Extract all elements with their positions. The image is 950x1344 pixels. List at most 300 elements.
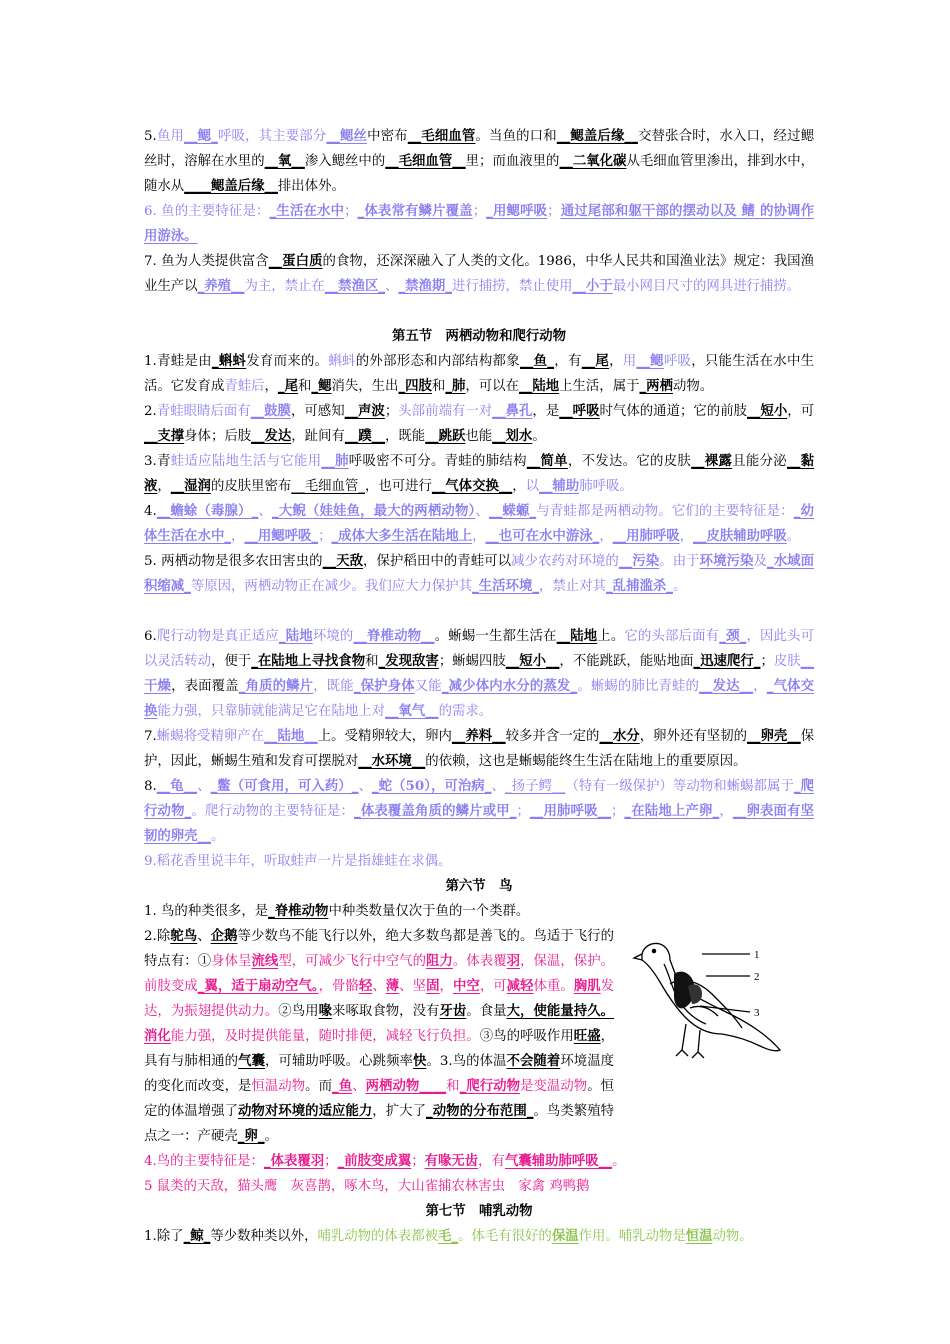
text-run: ； [516,804,530,819]
text-run: ，有 [478,1154,505,1169]
text-run: 爬行动物是真正适应 [156,629,279,644]
text-run: ，可以在 [465,379,519,394]
amphibian-protection-paragraph [144,549,814,599]
text-run: 呼吸 [663,354,692,369]
text-run: ③鸟的呼吸作用 [479,1029,574,1044]
amphibian-features-paragraph [144,499,814,549]
text-run: __氧气__ [385,703,439,719]
text-run: __裸露 [691,453,733,469]
text-run: __陆地 [518,378,560,394]
text-run: __毛细血管_ [291,479,365,494]
text-run: 等少数鸟不能飞行以外，绝大多数鸟都是善飞的。鸟适于飞行的特点有：① [144,929,615,969]
mammal-fur-paragraph [144,1224,814,1249]
text-run: __发达__ [699,678,754,694]
text-run: 固 [426,978,440,994]
text-run: 来啄取食物，没有 [332,1004,440,1019]
lizard-egg-paragraph [144,724,814,774]
text-run: 4.鸟的主要特征是： [144,1154,264,1169]
bird-diagram [630,924,826,1074]
text-run: ，可 [479,979,507,994]
text-run: （特有一级保护）等动物和蜥蜴都属于 [565,779,794,794]
text-run: 和 [431,379,446,394]
text-run: 1.除了 [144,1229,184,1244]
text-run: 6. 鱼的主要特征是： [144,204,270,219]
text-run: _迅速爬行_ [693,653,761,669]
text-run: __水环境__ [358,753,426,769]
text-run: 及 [753,554,767,569]
text-run: 的依赖，这也是蜥蜴能终生生活在陆地上的重要原因。 [425,754,747,769]
text-run: 喙 [318,1003,333,1019]
text-run: ，趾间有 [291,429,345,444]
text-run: __蹼__ [344,428,386,444]
bird-leg [676,1024,688,1056]
text-run: 。3.鸟的体温 [426,1054,507,1069]
text-run: 。 [786,529,801,544]
text-run: ，不发达。它的皮肤 [567,454,692,469]
text-run: 。 [612,1154,626,1169]
text-run: 环境污染 [699,553,754,569]
text-run: 。 [672,579,687,594]
text-run: _两栖 [639,378,673,394]
text-run: 9.稻花香里说丰年，听取蛙声一片是指雄蛙在求偶。 [144,854,452,869]
text-run: __陆地 [556,628,598,644]
text-run: 它的头部后面有 [624,629,720,644]
text-run: 里；而血液里的 [465,154,560,169]
text-run: 较多并含一定的 [505,729,600,744]
text-run: _体表常有鳞片覆盖 [357,203,473,219]
text-run: ，既能 [385,429,426,444]
text-run: 哺乳动物的体表都被 [317,1229,438,1244]
text-run: __辅助 [539,478,580,494]
text-run: _养殖__ [197,278,245,294]
text-run: 通过尾部和躯干部的摆动以及 鳍 的协调作用游泳。 [144,203,814,244]
text-run: ； [384,404,399,419]
text-run: 。蜥蜴一生都生活在 [434,629,557,644]
frog-poem-paragraph [144,849,814,874]
text-run: 不会随着 [506,1053,561,1069]
text-run: ，骨骼 [318,979,359,994]
text-run: 、 [352,1079,366,1094]
text-run: 也能 [465,429,493,444]
text-run: 身体呈 [211,954,252,969]
text-run: ，保护稻田中的青蛙可以 [363,554,512,569]
text-run: 。食量 [466,1004,507,1019]
text-run: __养料__ [451,728,506,744]
text-run: 蜥蜴将受精卵产在 [156,729,265,744]
document-page [144,124,814,1249]
text-run: 6. [144,629,157,644]
text-run: 与青蛙都是两栖动物。它们的主要特征是： [536,504,794,519]
text-run: ， [719,804,733,819]
text-run: __氧__ [264,153,305,169]
text-run: _幼体生活在水中_ [144,503,815,544]
text-run: _尾 [277,378,298,394]
text-run: 。鸟类繁殖特点之一：产硬壳 [144,1104,615,1144]
text-run: 又能 [414,679,442,694]
text-run: 动物。 [712,1229,753,1244]
text-run: 毛_ [437,1228,459,1244]
text-run: _生活环境_ [472,578,540,594]
text-run: 。体表覆 [452,954,507,969]
text-run: __龟__ [156,778,198,794]
text-run: 羽 [506,953,521,969]
text-run: 2.除 [144,929,171,944]
text-run: ； [411,1154,425,1169]
text-run: 。 [210,829,225,844]
text-run: 5. [144,129,157,144]
text-run: 作用。哺乳动物是 [578,1229,686,1244]
text-run: 旺盛 [573,1028,601,1044]
bird-flight-paragraph [144,924,614,1149]
text-run: __鳃_ [184,128,218,144]
text-run: 5. 两栖动物是很多农田害虫的 [144,554,323,569]
text-run: 薄 [385,978,400,994]
frog-structure-paragraph [144,399,814,449]
text-run: ，只能生活在水中生活。它发育成 [144,354,815,394]
text-run: ，既能 [313,679,354,694]
text-run: ； [611,804,625,819]
text-run: 进行捕捞，禁止使用 [452,279,573,294]
text-run: 。爬行动物的主要特征是： [191,804,354,819]
text-run: ； [760,654,774,669]
text-run: 环境的 [312,629,354,644]
text-run: 的外部形态和内部结构都象 [355,354,520,369]
text-run: ，可辅助呼吸。心跳频率 [265,1054,413,1069]
text-run: 身体；后肢 [184,429,252,444]
text-run: ，不能跳跃，能贴地面 [559,654,694,669]
text-run: 消失，生出 [331,379,399,394]
text-run: __用肺呼吸 [612,528,680,544]
frog-development-paragraph [144,349,814,399]
text-run: ； [472,204,487,219]
text-run: 用 [622,354,637,369]
text-run: 动物。 [672,379,714,394]
text-run: 呼吸，其主要部分 [217,129,327,144]
text-run: _扬子鳄__ [504,779,566,794]
text-run: 1. 鸟的种类很多，是 [144,904,269,919]
text-run: __湿润 [170,478,211,494]
text-run: 企鹅 [210,928,238,944]
text-run: ②鸟用 [278,1004,319,1019]
text-run: __鳃盖后缘__ [556,128,638,144]
text-run: __鱼_ [519,353,555,369]
text-run: __黏液 [144,453,815,494]
text-run: 减少农药对环境的 [511,554,619,569]
fish-respiration-paragraph [144,124,814,199]
text-run: 上。受精卵较大，卵内 [317,729,452,744]
text-run: ， [439,979,453,994]
text-run: 的皮肤里密布 [210,479,292,494]
text-run: 阻力 [426,953,453,969]
text-run: ；蜥蜴四肢 [438,654,506,669]
text-run: 中种类数量仅次于鱼的一个类群。 [328,904,530,919]
text-run: 恒温 [685,1228,713,1244]
text-run: 等原因，两栖动物正在减少。我们应大力保护其 [190,579,473,594]
text-run: __发达 [251,428,292,444]
text-run: ； [324,1154,338,1169]
text-run: 以 [525,479,540,494]
text-run: 型，可减少飞行中空气的 [278,954,427,969]
text-run: ，有 [554,354,582,369]
text-run: _前肢变成翼 [337,1153,412,1169]
bird-flight-block [144,924,814,1149]
text-run: _陆地 [278,628,313,644]
text-run: 、坚 [399,979,427,994]
text-run: 恒温动物 [251,1079,306,1094]
text-run: __蝾螈_ [488,503,537,519]
text-run: 3.青 [144,454,171,469]
text-run: 渗入鳃丝中的 [304,154,386,169]
text-run: __短小__ [505,653,560,669]
text-run: 气囊 [238,1053,266,1069]
text-run: _成体大多生活在陆地上 [331,528,473,544]
text-run: __鳃丝 [326,128,368,144]
text-run: 4. [144,504,157,519]
bird-label-3: 3 [754,1007,760,1019]
text-run: 的食物，还深深融入了人类的文化。1986，中华人民共和国渔业法》规定：我国渔业生产以 [144,254,814,294]
text-run: 呼吸密不可分。青蛙的肺结构 [348,454,527,469]
text-run: _蝌蚪 [211,353,247,369]
text-run: __呼吸 [559,403,600,419]
section-6-title: 第六节 鸟 [445,878,513,894]
text-run: 、 [358,779,372,794]
text-run: __鼓膜 [250,403,291,419]
text-run: __用肺呼吸__ [529,803,612,819]
reptile-lizard-paragraph [144,624,814,724]
text-run: 减轻 [506,978,534,994]
section-7-title: 第七节 哺乳动物 [425,1203,533,1219]
text-run: ，便于 [211,654,252,669]
bird-eye [652,949,655,952]
text-run: _角质的鳞片 [238,678,314,694]
text-run: 为主，禁止在 [244,279,325,294]
bird-diagram-svg [630,924,826,1074]
text-run: 最小网目尺寸的网具进行捕捞。 [612,279,801,294]
bird-species-paragraph [144,899,814,924]
text-run: 。 [532,429,546,444]
text-run: __肺 [321,453,349,469]
text-run: _四肢 [398,378,432,394]
text-run: 上生活，属于 [559,379,640,394]
fish-features-paragraph [144,199,814,249]
text-run: ， [512,479,526,494]
text-run: 保护，因此，蜥蜴生殖和发育可摆脱对 [144,729,815,769]
text-run: 、 [385,279,399,294]
text-run: 上。 [597,629,625,644]
text-run: ， [753,679,767,694]
text-run: _生活在水中 [269,203,345,219]
text-run: _发现敌害 [378,653,439,669]
text-run: ，表面覆盖 [171,679,239,694]
text-run: ， [264,379,278,394]
text-run: 的需求。 [438,704,493,719]
text-run: 、 [197,779,211,794]
text-run: ， [599,529,613,544]
section-5-title: 第五节 两栖动物和爬行动物 [391,328,567,344]
text-run: 青蛙眼睛后面有 [156,404,251,419]
bird-predators-paragraph [144,1174,814,1199]
text-run: _体表覆羽 [263,1153,325,1169]
text-run: _在陆地上产卵_ [624,803,720,819]
text-run: __卵表面有坚韧的卵壳__ [144,803,815,844]
text-run: 气囊辅助肺呼吸__ [504,1153,613,1169]
text-run: 能力强，只靠肺就能满足它在陆地上对 [157,704,386,719]
fishery-law-paragraph [144,249,814,299]
text-run: _动物的分布范围_ [426,1103,534,1119]
text-run: 。由于 [659,554,700,569]
text-run: 8. [144,779,157,794]
text-run: 胸肌 [573,978,601,994]
text-run: _禁渔期_ [398,278,452,294]
text-run: __卵壳__ [747,728,801,744]
text-run: __脊椎动物__ [353,628,435,644]
text-run: 和 [298,379,312,394]
text-run: ， [231,529,245,544]
text-run: 青蛙后 [224,379,265,394]
text-run: ，禁止对其 [539,579,606,594]
text-run: __鼻孔 [492,403,533,419]
reptile-features-paragraph [144,774,814,849]
text-run: 和 [365,654,379,669]
text-run: ， [157,479,171,494]
text-run: ，也可进行 [364,479,432,494]
text-run: 。当鱼的口和 [475,129,557,144]
text-run: __气体交换__ [431,478,513,494]
text-run: 头部前端有一对 [398,404,493,419]
text-run: __尾 [581,353,610,369]
text-run: ； [344,204,358,219]
frog-lung-skin-paragraph [144,449,814,499]
text-run: 消化 [144,1028,171,1044]
text-run: _体表覆盖角质的鳞片或甲_ [354,803,517,819]
text-run: _保护身体 [353,678,415,694]
bird-beak [634,954,642,960]
text-run: ，因此头可以灵活转动 [144,629,815,669]
text-run: _鳃 [311,378,332,394]
text-run: 动物对环境的适应能力 [238,1103,373,1119]
text-run: 、 [372,979,386,994]
text-run: 排出体外。 [277,179,345,194]
text-run: ，可感知 [290,404,345,419]
text-run: 7. 鱼为人类提供富含 [144,254,269,269]
text-run: _爬行动物 [459,1078,521,1094]
text-run: 皮肤 [773,654,801,669]
text-run: _气体交换 [144,678,815,719]
text-run: 。而 [305,1079,333,1094]
text-run: __陆地__ [264,728,318,744]
text-run: 是变温动物 [520,1079,588,1094]
text-run: _大鲵（娃娃鱼，最大的两栖动物） [272,503,476,519]
text-run: __毛细血管__ [385,153,466,169]
text-run: _鱼 [332,1078,353,1094]
text-run: 鸵鸟 [170,928,198,944]
text-run: 7. [144,729,157,744]
text-run: 且能分泌 [732,454,787,469]
text-run: ， [609,354,623,369]
text-run: __禁渔区_ [324,278,386,294]
text-run: 蛙适应陆地生活与它能用 [170,454,322,469]
text-run: __水分 [599,728,640,744]
text-run: _脊椎动物 [268,903,329,919]
text-run: __二氧化碳 [559,153,627,169]
text-run: 中空 [452,978,480,994]
text-run: 牙齿 [439,1003,467,1019]
text-run: __也可在水中游泳_ [485,528,600,544]
text-run: __天敌 [322,553,364,569]
text-run: 、 [475,504,489,519]
text-run: 有喙无齿 [424,1153,479,1169]
text-run: _翼，适于扇动空气。 [197,978,319,994]
text-run: 时气体的通道；它的前肢 [599,404,748,419]
text-run: 中密布 [367,129,408,144]
text-run: 环境温度的变化而改变，是 [144,1054,615,1094]
text-run: _鲸_ [183,1228,211,1244]
text-run: _颈_ [719,628,747,644]
text-run: __干燥 [144,653,815,694]
text-run: __支撑 [144,428,185,444]
bird-label-1: 1 [754,949,760,961]
text-run: ，保温，保护。前肢变成 [144,954,615,994]
text-run: _乱捕滥杀_ [605,578,673,594]
text-run: _用鳃呼吸 [486,203,548,219]
text-run: __污染 [618,553,660,569]
text-run: __跳跃 [425,428,466,444]
text-run: 快 [412,1053,427,1069]
text-run: ____鳃盖后缘__ [184,178,278,194]
text-run: 两栖动物____ [365,1078,447,1094]
text-run: ，具有与肺相通的 [144,1029,615,1069]
text-run: __毛细血管 [407,128,476,144]
text-run: __皮肤辅助呼吸 [693,528,787,544]
text-run: ，扩大了 [372,1104,427,1119]
text-run: 从毛细血管里渗出，排到水中，随水从 [144,154,815,194]
text-run: 。体毛有很好的 [458,1229,552,1244]
text-run: _水域面积缩减_ [144,553,815,594]
text-run: __蟾蜍（毒腺）_ [156,503,259,519]
text-run: 、 [197,929,211,944]
bird-label-2: 2 [754,971,760,983]
text-run: 和 [446,1079,460,1094]
text-run: ，卵外还有坚韧的 [639,729,748,744]
text-run: 肺呼吸。 [579,479,633,494]
text-run: 保温 [551,1228,579,1244]
text-run: 能力强，及时提供能量，随时排便，减轻飞行负担。 [170,1029,480,1044]
text-run: ； [318,529,332,544]
text-run: 等少数种类以外， [210,1229,318,1244]
text-run: 大，使能量持久。 [506,1003,615,1019]
text-run: ，是 [532,404,560,419]
text-run: 体重。 [533,979,574,994]
text-run: _鳖（可食用，可入药）_ [210,778,359,794]
text-run: ， [679,529,694,544]
text-run: __鳃 [636,353,664,369]
text-run: __声波 [344,403,385,419]
text-run: 1.青蛙是由 [144,354,212,369]
text-run: ， [472,529,486,544]
text-run: 2. [144,404,157,419]
text-run: _爬行动物_ [144,778,815,819]
text-run: 流线 [251,953,279,969]
text-run: __划水 [492,428,533,444]
text-run: 发达，为振翅提供动力。 [144,979,615,1019]
text-run: __蛋白质 [268,253,323,269]
bird-features-paragraph [144,1149,814,1174]
text-run: 轻 [358,978,373,994]
text-run: _在陆地上寻找食物 [251,653,366,669]
text-run: _卵_ [237,1128,265,1144]
text-run: 交替张合时，水入口，经过鳃丝时，溶解在水里的 [144,129,815,169]
text-run: 。蜥蜴的肺比青蛙的 [577,679,700,694]
